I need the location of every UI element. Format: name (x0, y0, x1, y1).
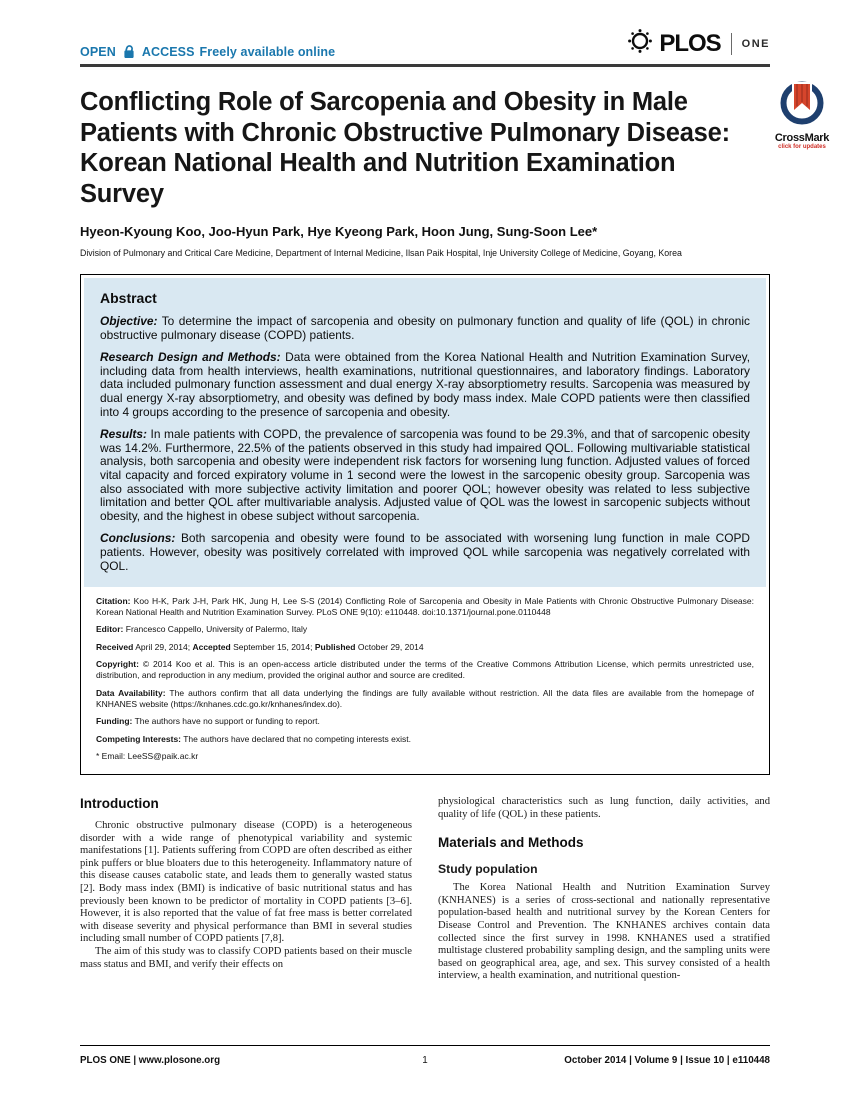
copyright-row (96, 659, 754, 681)
study-population-paragraph: The Korea National Health and Nutrition Examination Survey (KNHANES) is a series of cross-sectional and nationally representative population-based health and nutritional survey by the Korean Centers for Disease Control and Prevention. The KNHANES archives contain data collected since the first survey in 1998. KNHANES used a stratified multistage clustered probability sampling design, and the sampling units were based on geographical area, age, and sex. This survey consisted of a health interview, a health examination, and nutritional question- (438, 882, 770, 982)
editor-text: Francesco Cappello, University of Palermo, Italy (125, 624, 308, 635)
abstract-section (84, 278, 766, 587)
received-label: Received (96, 641, 134, 652)
affiliation: Division of Pulmonary and Critical Care Medicine, Department of Internal Medicine, Ilsan Paik Hospital, Inje University College of Medicine, Goyang, Korea (80, 248, 682, 258)
copyright-label: Copyright: (96, 659, 139, 670)
materials-methods-heading: Materials and Methods (438, 835, 584, 851)
open-access-access-label: ACCESS (141, 44, 195, 59)
introduction-heading: Introduction (80, 796, 159, 812)
abstract-objective-label: Objective: (100, 314, 158, 328)
plos-one-logo (627, 28, 770, 59)
plos-wordmark: PLOS (659, 29, 721, 57)
crossmark-ribbon-icon (778, 113, 826, 130)
abstract-methods-text: Data were obtained from the Korea National Health and Nutrition Examination Survey, including data from health interviews, health examinations, nutritional questionnaires, and laboratory findings. Laboratory data included pulmonary function assessment and dual energy X-ray absorptiometry results. Sarcopenia was measured by dual energy X-ray absorptiometry, and obesity was defined by body mass index. Male COPD patients were then classified into 4 groups according to the presence of sarcopenia and obesity. (100, 350, 750, 419)
email-row: * Email: LeeSS@paik.ac.kr (96, 751, 199, 762)
crossmark-subtitle: click for updates (778, 144, 826, 150)
page-footer (80, 1045, 770, 1067)
journal-header (80, 0, 770, 59)
accepted-label: Accepted (192, 641, 231, 652)
data-availability-text: The authors confirm that all data underlying the findings are fully available without restriction. All the data files are available from the homepage of KNHANES website (https://knhanes.cdc.go.kr/knhanes/index.do). (96, 687, 754, 709)
dates-row (96, 642, 754, 653)
header-rule (80, 64, 770, 67)
abstract-results-text: In male patients with COPD, the prevalence of sarcopenia was found to be 29.3%, and that of sarcopenic obesity was 14.2%. Furthermore, 22.5% of the patients observed in this study had impaired QOL. Following multivariable statistical analysis, both sarcopenia and obesity were independent risk factors for worsening lung function. Adjusted values of forced vital capacity and forced expiratory volume in 1 second were the lowest in the sarcopenic obesity group. Sarcopenia was also associated with more subjective activity limitation and poorer QOL; however obesity was related to less subjective limitation and better QOL after multivariable analysis. Adjusted value of QOL was the lowest in sarcopenic subjects without obesity, and the highest in obese subject without sarcopenia. (100, 427, 751, 523)
citation-label: Citation: (96, 595, 131, 606)
data-availability-row (96, 688, 754, 710)
footer-page-number: 1 (422, 1055, 428, 1066)
abstract-methods-label: Research Design and Methods: (100, 350, 281, 365)
published-label: Published (314, 641, 356, 652)
abstract-objective-text: To determine the impact of sarcopenia and obesity on pulmonary function and quality of life (QOL) in chronic obstructive pulmonary disease (COPD) patients. (100, 314, 750, 342)
funding-label: Funding: (96, 716, 133, 727)
crossmark-badge[interactable] (768, 78, 836, 150)
intro-continuation-paragraph: physiological characteristics such as lung function, daily activities, and quality of life (QOL) in these patients. (438, 796, 770, 820)
one-wordmark: ONE (741, 37, 770, 50)
copyright-text: © 2014 Koo et al. This is an open-access article distributed under the terms of the Creative Commons Attribution License, which permits unrestricted use, distribution, and reproduction in any medium, provided the original author and source are credited. (96, 659, 754, 681)
open-lock-icon (122, 44, 136, 59)
footer-issue-info: October 2014 | Volume 9 | Issue 10 | e110448 (564, 1055, 770, 1066)
accepted-value: September 15, 2014; (233, 641, 313, 652)
competing-interests-label: Competing Interests: (96, 733, 182, 744)
editor-row (96, 624, 754, 635)
study-population-heading: Study population (438, 862, 538, 877)
logo-divider (731, 33, 732, 55)
footer-journal: PLOS ONE | www.plosone.org (80, 1055, 221, 1066)
abstract-heading: Abstract (100, 290, 157, 306)
article-metadata (84, 587, 766, 771)
intro-paragraph-1: Chronic obstructive pulmonary disease (COPD) is a heterogeneous disorder with a wide range of phenotypical variability and systemic manifestations [1]. Patients suffering from COPD are often described as either pink puffers or blue bloaters due to this heterogeneity. Inflammatory nature of this disease causes catabolic state, and leads them to generally wasted status [2]. Body mass index (BMI) is indicative of basic nutritional status and has previously been known to be predictor of mortality in COPD patients [3–6]. However, it is also reported that the value of fat free mass is better correlated with disease severity and physical performance than BMI in several studies including small number of COPD patients [7,8]. (80, 820, 412, 945)
open-access-line (80, 44, 335, 59)
abstract-results-label: Results: (100, 427, 147, 442)
open-access-open-label: OPEN (80, 44, 116, 59)
plos-logo-icon (627, 28, 653, 59)
page-title: Conflicting Role of Sarcopenia and Obesity in Male Patients with Chronic Obstructive Pulmonary Disease: Korean National Health and Nutrition Examination Survey (80, 88, 730, 208)
funding-text: The authors have no support or funding to report. (134, 716, 320, 727)
citation-text: Koo H-K, Park J-H, Park HK, Jung H, Lee S-S (2014) Conflicting Role of Sarcopenia and Obesity in Male Patients with Chronic Obstructive Pulmonary Disease: Korean National Health and Nutrition Examination Survey. PLoS ONE 9(10): e110448. doi:10.1371/journal.pone.0110448 (96, 595, 754, 617)
footer-rule (80, 1045, 770, 1047)
competing-interests-row (96, 734, 754, 745)
abstract-conclusions-text: Both sarcopenia and obesity were found to be associated with worsening lung function in male COPD patients. However, obesity was positively correlated with improved QOL while sarcopenia was negatively correlated with QOL. (100, 531, 750, 573)
received-value: April 29, 2014; (135, 641, 191, 652)
freely-available-label: Freely available online (199, 44, 336, 59)
abstract-box (80, 274, 770, 775)
data-availability-label: Data Availability: (96, 687, 166, 698)
competing-interests-text: The authors have declared that no competing interests exist. (183, 733, 411, 744)
intro-paragraph-2: The aim of this study was to classify COPD patients based on their muscle mass status and BMI, and verify their effects on (80, 946, 412, 970)
body-columns (80, 796, 770, 983)
published-value: October 29, 2014 (357, 641, 424, 652)
abstract-methods (100, 351, 750, 419)
right-column (438, 796, 770, 983)
editor-label: Editor: (96, 624, 124, 635)
funding-row (96, 716, 754, 727)
citation-row (96, 596, 754, 618)
author-list: Hyeon-Kyoung Koo, Joo-Hyun Park, Hye Kyeong Park, Hoon Jung, Sung-Soon Lee* (80, 224, 598, 239)
abstract-results (100, 428, 750, 523)
left-column (80, 796, 412, 983)
abstract-conclusions (100, 532, 750, 573)
crossmark-title: CrossMark (774, 132, 830, 144)
abstract-objective (100, 315, 750, 342)
abstract-conclusions-label: Conclusions: (100, 531, 176, 546)
